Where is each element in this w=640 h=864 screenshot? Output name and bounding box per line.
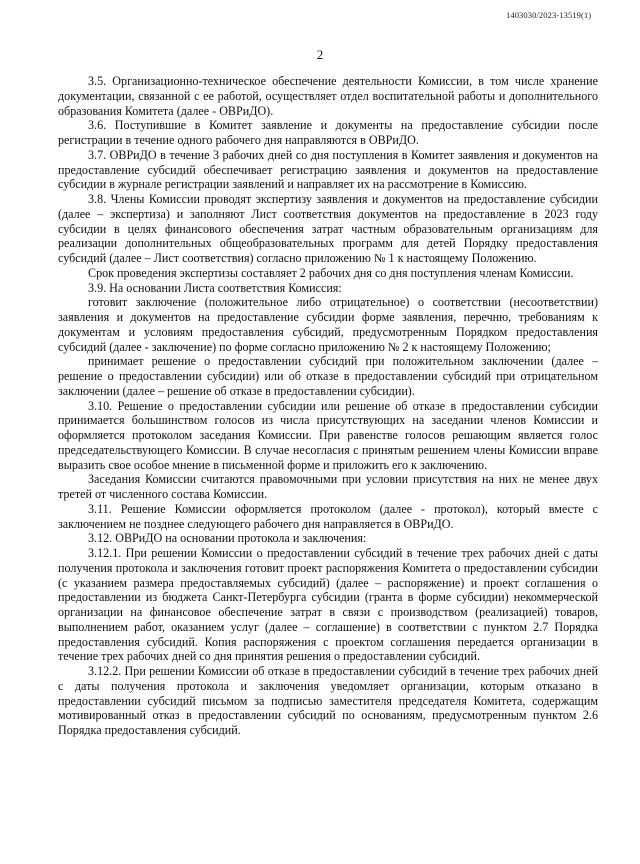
document-registration-number: 1403030/2023-13519(1) <box>506 10 592 20</box>
document-body <box>58 74 598 738</box>
paragraph-3-12: 3.12. ОВРиДО на основании протокола и заключения: <box>88 531 367 546</box>
paragraph-quorum: Заседания Комиссии считаются правомочными при условии присутствия на них не менее двух третей от численного состава Комиссии. <box>58 472 598 501</box>
page-number: 2 <box>316 47 324 62</box>
paragraph-3-8: 3.8. Члены Комиссии проводят экспертизу заявления и документов на предоставление субсидии (далее – экспертиза) и заполняют Лист соответствия документов на предоставление в 2023 году субсидии в целях финансового обеспечения затрат частным образовательным организациям для реализации дополнительных общеобразовательных программ для детей Порядку предоставления субсидий (далее – Лист соответствия) согласно приложению № 1 к настоящему Положению. <box>58 192 598 265</box>
paragraph-expertise-term: Срок проведения экспертизы составляет 2 рабочих дня со дня поступления членам Комиссии. <box>88 265 574 280</box>
paragraph-3-10: 3.10. Решение о предоставлении субсидии или решение об отказе в предоставлении субсидии принимается большинством голосов из числа присутствующих на заседании членов Комиссии и оформляется протоколом заседания Комиссии. При равенстве голосов решающим является голос председательствующего Комиссии. В случае несогласия с принятым решением члены Комиссии вправе выразить свое особое мнение в письменной форме и приложить его к заключению. <box>58 398 598 472</box>
paragraph-3-12-2: 3.12.2. При решении Комиссии об отказе в предоставлении субсидий в течение трех рабочих дней с даты получения протокола и заключения уведомляет организации, которым отказано в предоставлении субсидий письмом за подписью заместителя председателя Комитета, содержащим мотивированный отказ в предоставлении субсидий по основаниям, предусмотренным пунктом 2.6 Порядка предоставления субсидий. <box>58 664 598 737</box>
paragraph-3-7: 3.7. ОВРиДО в течение 3 рабочих дней со дня поступления в Комитет заявления и документов на предоставление субсидий обеспечивает регистрацию заявления и документов на предоставление субсидии в журнале регистрации заявлений и направляет их на рассмотрение в Комиссию. <box>58 147 598 192</box>
paragraph-3-12-1: 3.12.1. При решении Комиссии о предоставлении субсидий в течение трех рабочих дней с даты получения протокола и заключения готовит проект распоряжения Комитета о предоставлении субсидии (с указанием размера предоставляемых субсидий) (далее – распоряжение) и проект соглашения о предоставлении из бюджета Санкт-Петербурга субсидии (гранта в форме субсидии) некоммерческой организации на финансовое обеспечение затрат в связи с производством (реализацией) товаров, выполнением работ, оказанием услуг (далее – соглашение) в соответствии с пунктом 2.7 Порядка предоставления субсидий. Копия распоряжения с проектом соглашения передается организации в течение трех рабочих дней со дня принятия решения о предоставлении субсидий. <box>58 546 598 664</box>
paragraph-3-6: 3.6. Поступившие в Комитет заявление и документы на предоставление субсидии после регистрации в течение одного рабочего дня направляются в ОВРиДО. <box>58 118 598 147</box>
paragraph-3-9-conclusion: готовит заключение (положительное либо отрицательное) о соответствии (несоответствии) заявления и документов на предоставление субсидии форме заявления, перечню, требованиям к документам и условиям предоставления субсидий, предусмотренным Порядком предоставления субсидий (далее - заключение) по форме согласно приложению № 2 к настоящему Положению; <box>58 295 598 354</box>
paragraph-3-9-decision: принимает решение о предоставлении субсидий при положительном заключении (далее – решение о предоставлении субсидии) или об отказе в предоставлении субсидий при отрицательном заключении (далее – решение об отказе в предоставлении субсидии). <box>58 354 598 398</box>
paragraph-3-9: 3.9. На основании Листа соответствия Комиссия: <box>88 280 342 295</box>
paragraph-3-11: 3.11. Решение Комиссии оформляется протоколом (далее - протокол), который вместе с заключением не позднее следующего рабочего дня направляется в ОВРиДО. <box>58 501 598 531</box>
paragraph-3-5: 3.5. Организационно-техническое обеспечение деятельности Комиссии, в том числе хранение документации, связанной с ее работой, осуществляет отдел воспитательной работы и дополнительного образования Комитета (далее - ОВРиДО). <box>58 74 598 118</box>
